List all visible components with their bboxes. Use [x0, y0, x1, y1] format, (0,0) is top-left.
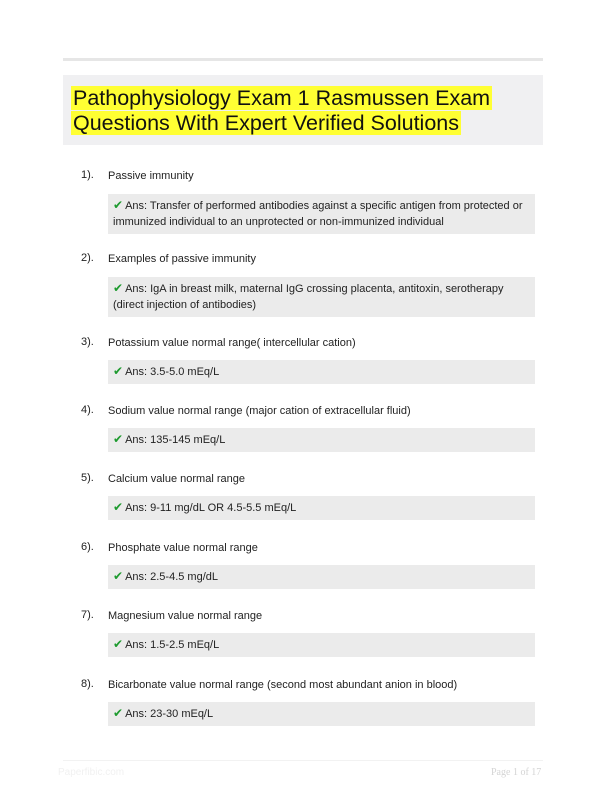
answer-box — [108, 565, 535, 589]
question-number: 6). — [81, 541, 94, 553]
answer-box — [108, 194, 535, 234]
check-icon: ✔ — [113, 500, 124, 514]
answer-box — [108, 496, 535, 520]
question-text: Magnesium value normal range — [108, 610, 263, 622]
question-text: Potassium value normal range( intercellular cation) — [108, 337, 356, 349]
check-icon: ✔ — [113, 569, 124, 583]
check-icon: ✔ — [113, 637, 124, 651]
answer-box — [108, 277, 535, 317]
question-number: 1). — [81, 169, 94, 181]
question-number: 8). — [81, 678, 94, 690]
question-text: Phosphate value normal range — [108, 542, 258, 554]
footer-watermark: Paperfibic.com — [58, 767, 125, 778]
question-number: 4). — [81, 404, 94, 416]
check-icon: ✔ — [113, 706, 124, 720]
answer-text: Ans: IgA in breast milk, maternal IgG crossing placenta, antitoxin, serotherapy (direct injection of antibodies) — [113, 283, 504, 311]
question-text: Sodium value normal range (major cation of extracellular fluid) — [108, 405, 411, 417]
title-banner — [63, 75, 543, 145]
question-text: Passive immunity — [108, 170, 194, 182]
top-divider — [63, 58, 543, 61]
check-icon: ✔ — [113, 364, 124, 378]
question-text: Calcium value normal range — [108, 473, 245, 485]
bottom-divider — [63, 760, 543, 761]
question-number: 5). — [81, 472, 94, 484]
answer-text: Ans: 135-145 mEq/L — [125, 434, 226, 446]
question-number: 2). — [81, 252, 94, 264]
answer-box — [108, 702, 535, 726]
answer-text: Ans: Transfer of performed antibodies against a specific antigen from protected or immunized individual to an unprotected or non-immunized individual — [113, 200, 523, 228]
check-icon: ✔ — [113, 432, 124, 446]
answer-text: Ans: 1.5-2.5 mEq/L — [125, 639, 220, 651]
answer-text: Ans: 9-11 mg/dL OR 4.5-5.5 mEq/L — [125, 502, 297, 514]
page-number: Page 1 of 17 — [491, 767, 542, 778]
check-icon: ✔ — [113, 198, 124, 212]
question-text: Bicarbonate value normal range (second most abundant anion in blood) — [108, 679, 458, 691]
title-line-1: Pathophysiology Exam 1 Rasmussen Exam — [73, 86, 491, 110]
answer-text: Ans: 23-30 mEq/L — [125, 708, 214, 720]
answer-box — [108, 360, 535, 384]
question-text: Examples of passive immunity — [108, 253, 256, 265]
check-icon: ✔ — [113, 281, 124, 295]
question-number: 7). — [81, 609, 94, 621]
answer-box — [108, 428, 535, 452]
question-number: 3). — [81, 336, 94, 348]
page-title — [71, 86, 541, 135]
title-line-2: Questions With Expert Verified Solutions — [73, 110, 459, 135]
answer-text: Ans: 3.5-5.0 mEq/L — [125, 366, 220, 378]
answer-text: Ans: 2.5-4.5 mg/dL — [125, 571, 219, 583]
answer-box — [108, 633, 535, 657]
